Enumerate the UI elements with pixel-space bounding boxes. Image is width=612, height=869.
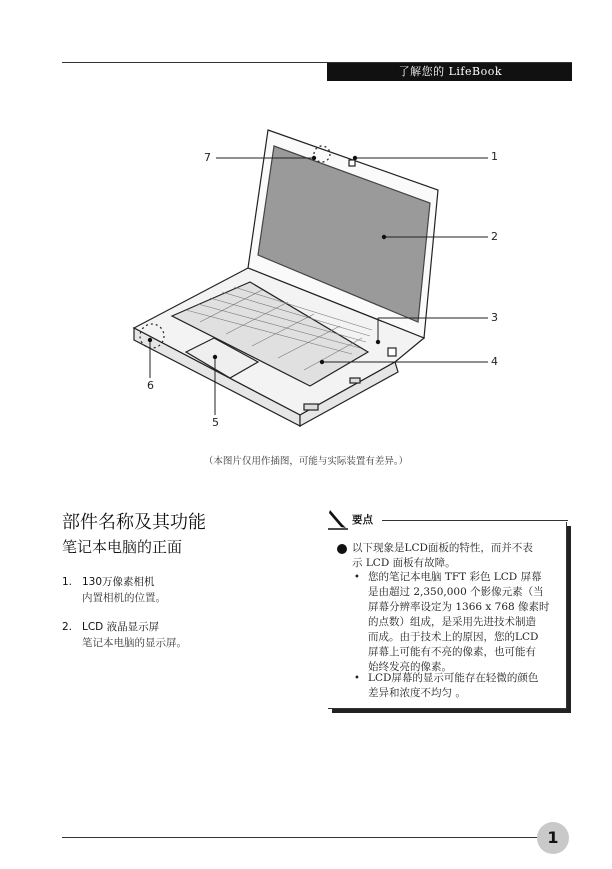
running-header: 了解您的 LifeBook	[327, 63, 572, 81]
note-sub-line: 差异和浓度不均匀 。	[368, 687, 466, 699]
callout-7: 7	[204, 151, 211, 164]
sub-bullet-icon: •	[354, 673, 360, 684]
laptop-illustration	[0, 110, 612, 450]
sub-bullet-icon: •	[354, 572, 360, 583]
note-sub-line: 您的笔记本电脑 TFT 彩色 LCD 屏幕	[368, 571, 542, 583]
note-sub-line: LCD屏幕的显示可能存在轻微的颜色	[368, 672, 539, 684]
note-sub-line: 始终发亮的像素。	[368, 661, 452, 673]
note-main-line: 以下现象是LCD面板的特性，而并不表	[352, 542, 533, 554]
note-main-line: 示 LCD 面板有故障。	[352, 557, 456, 569]
callout-6: 6	[147, 379, 154, 392]
section-title: 部件名称及其功能	[62, 512, 206, 533]
note-sub-line: 是由超过 2,350,000 个影像元素（当	[368, 586, 544, 598]
note-sub-line: 而成。由于技术上的原因，您的LCD	[368, 631, 539, 643]
section-subtitle: 笔记本电脑的正面	[62, 538, 183, 556]
item-label: LCD 液晶显示屏	[82, 621, 160, 633]
page-number: 1	[537, 822, 569, 854]
note-title: 要点	[352, 514, 373, 526]
note-sub-line: 屏幕上可能有不亮的像素，也可能有	[368, 646, 536, 658]
note-sub-line: 屏幕分辨率设定为 1366 x 768 像素时	[368, 601, 550, 613]
figure-caption: （本图片仅用作插图，可能与实际装置有差异。）	[203, 456, 409, 467]
callout-2: 2	[491, 230, 498, 243]
list-item	[62, 619, 159, 634]
item-description: 内置相机的位置。	[82, 592, 166, 604]
callout-4: 4	[491, 355, 498, 368]
item-number: 2.	[62, 621, 73, 633]
item-description: 笔记本电脑的显示屏。	[82, 637, 187, 649]
callout-3: 3	[491, 311, 498, 324]
callout-1: 1	[491, 150, 498, 163]
item-label: 130万像素相机	[82, 576, 155, 588]
list-item	[62, 574, 155, 589]
item-number: 1.	[62, 576, 73, 588]
note-title-rule	[382, 520, 568, 521]
callout-5: 5	[212, 416, 219, 429]
laptop-figure	[0, 110, 612, 450]
bottom-rule	[62, 837, 540, 838]
note-sub-line: 的点数）组成，是采用先进技术制造	[368, 616, 536, 628]
bullet-icon	[337, 544, 347, 554]
